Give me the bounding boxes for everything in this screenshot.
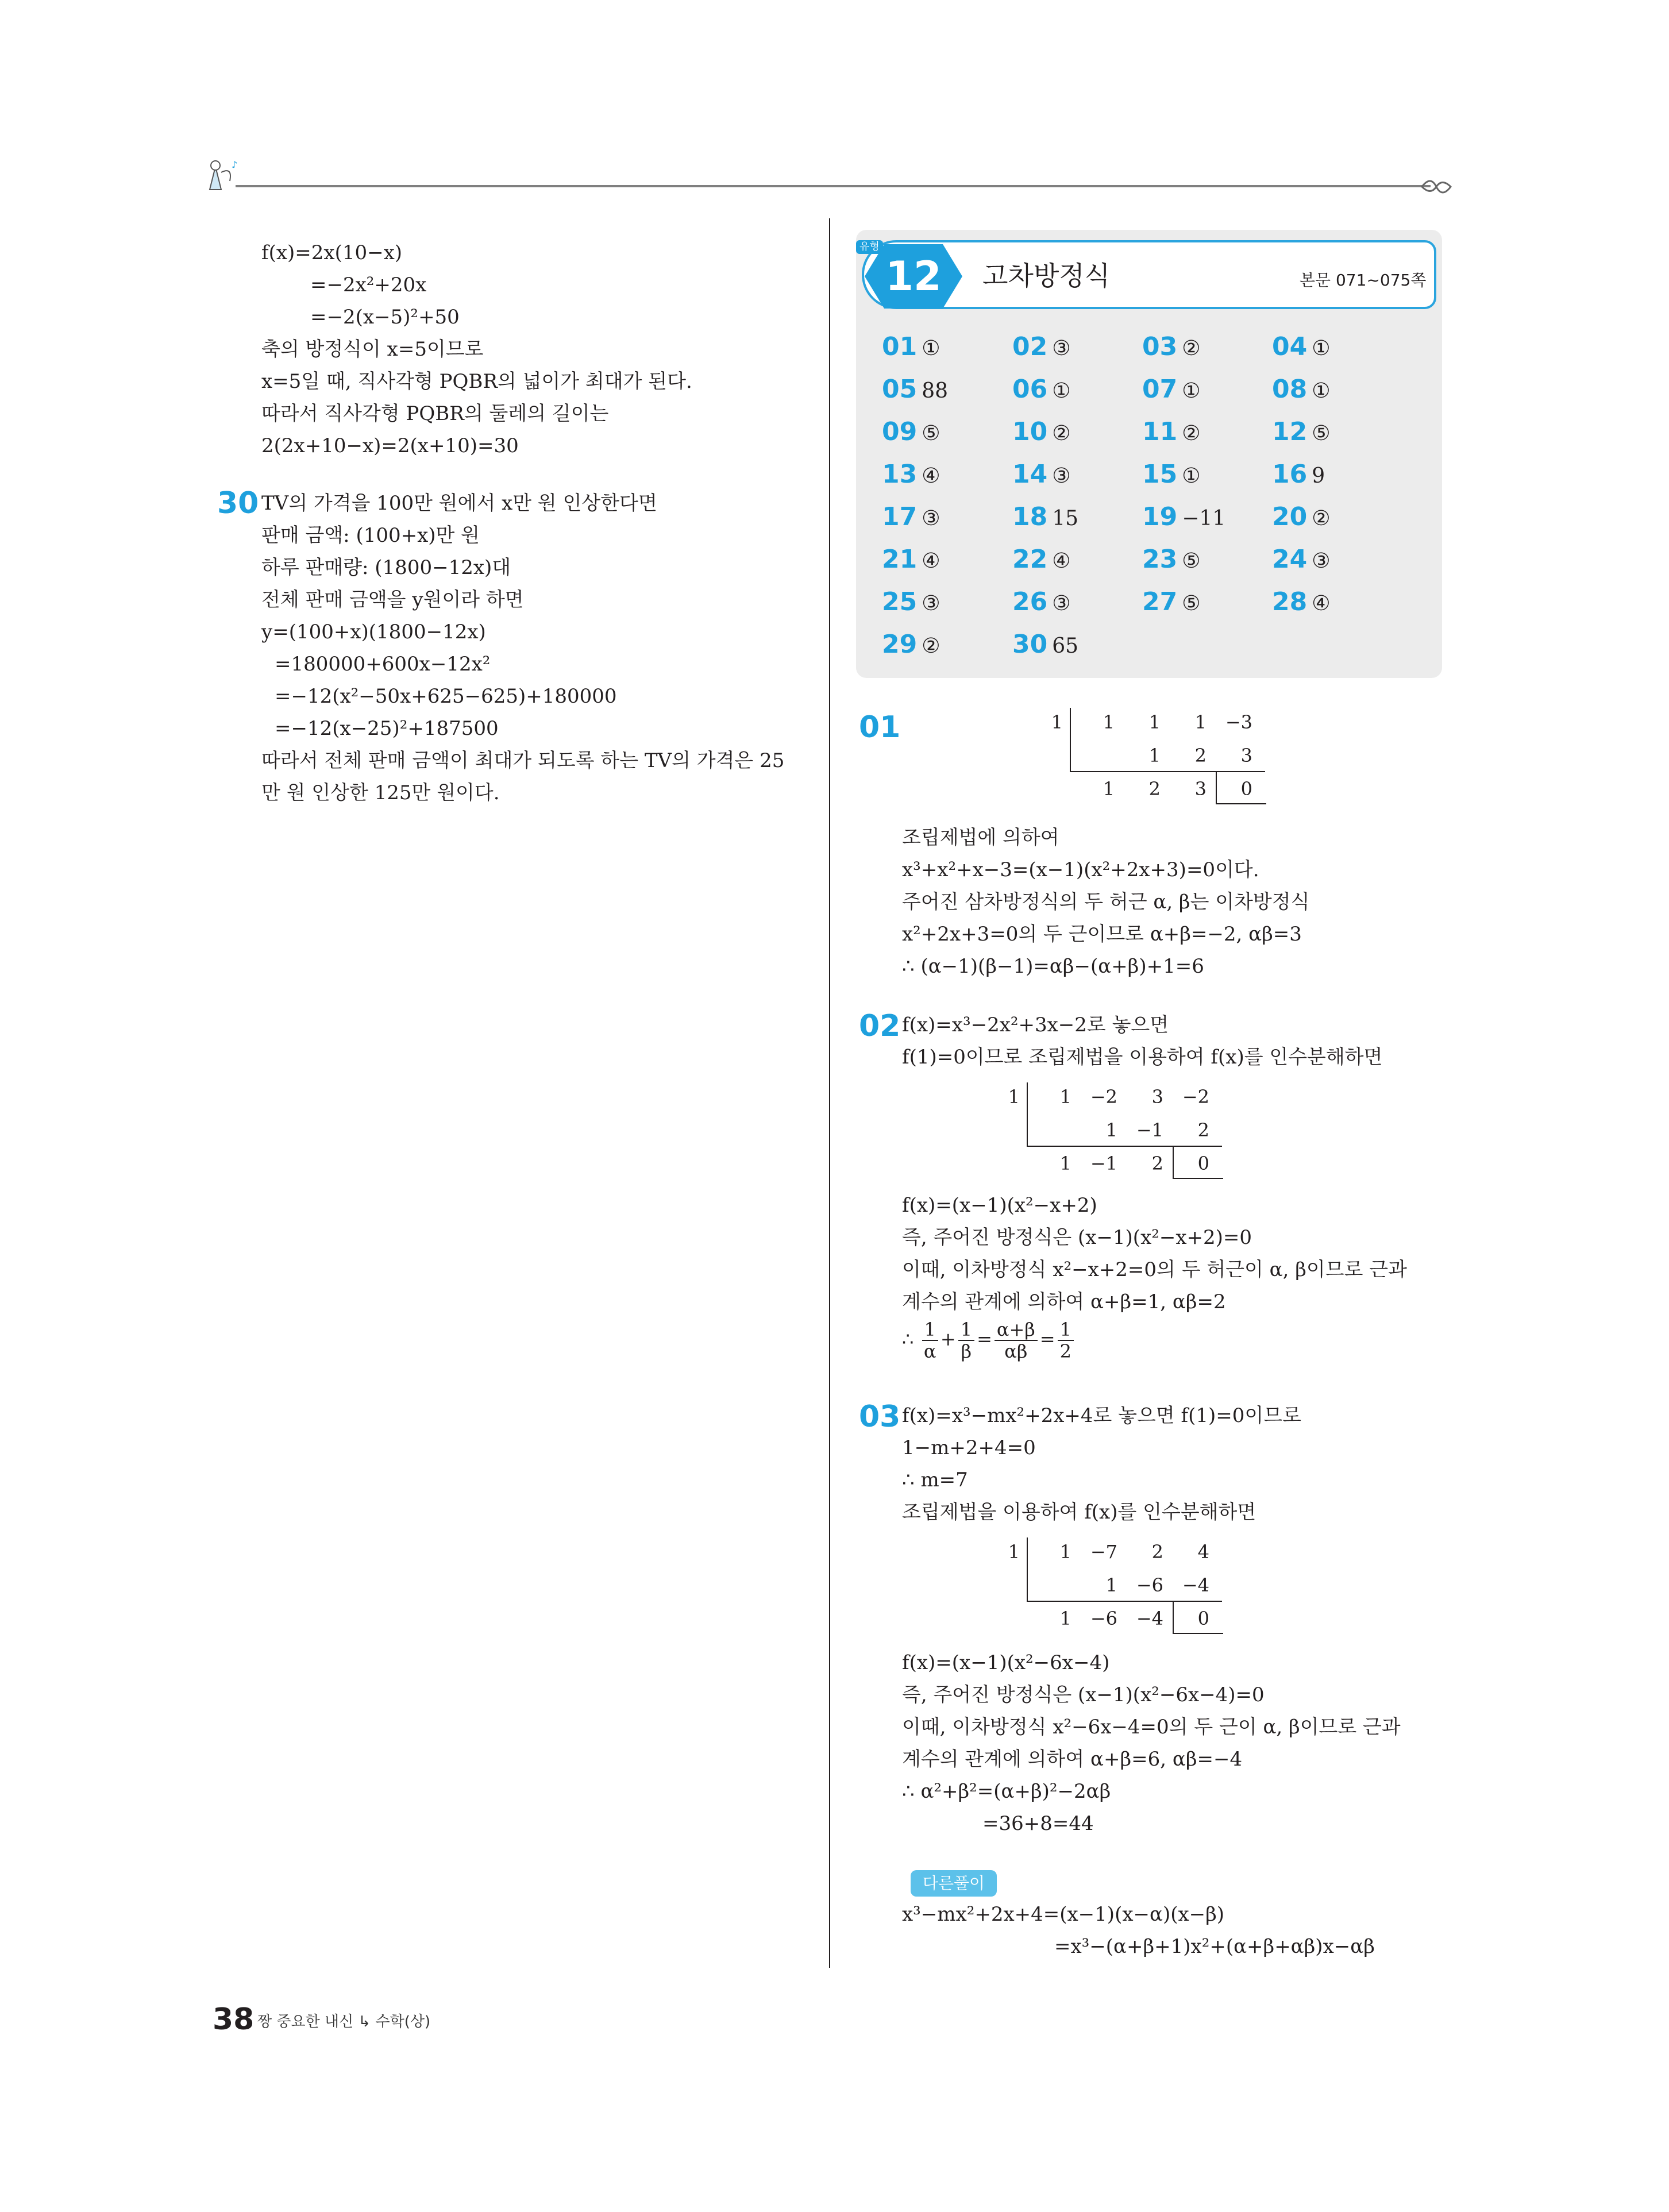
division-cell: 2 (1151, 1153, 1163, 1174)
division-cell: −6 (1090, 1608, 1117, 1629)
answer-number: 02 (1012, 332, 1048, 361)
answer-item (1142, 461, 1201, 490)
sol02-line-4: 즉, 주어진 방정식은 (x−1)(x²−x+2)=0 (902, 1226, 1252, 1249)
answer-item (1272, 333, 1331, 363)
answer-value: ① (1312, 379, 1331, 403)
answer-item (1142, 588, 1201, 618)
left-line-4: 축의 방정식이 x=5이므로 (261, 338, 484, 361)
answer-value: ③ (1052, 337, 1071, 360)
answer-item (1272, 503, 1331, 533)
left-line-7: 2(2x+10−x)=2(x+10)=30 (261, 434, 519, 457)
answer-number: 22 (1012, 545, 1048, 574)
answer-value: ③ (922, 592, 941, 615)
answer-number: 23 (1142, 545, 1178, 574)
division-cell: 4 (1197, 1541, 1209, 1563)
p30-line-6: =180000+600x−12x² (275, 653, 491, 676)
fraction-result: $\frac{1}{2}$ (1058, 1319, 1074, 1362)
division-cell: 1 (1103, 778, 1115, 800)
answer-number: 24 (1272, 545, 1308, 574)
division-vertical-line (1027, 1537, 1028, 1601)
therefore-symbol: ∴ (902, 1328, 914, 1350)
division-cell: −6 (1136, 1574, 1163, 1596)
answer-item (882, 588, 941, 618)
sol03-line-10: =36+8=44 (982, 1812, 1094, 1835)
division-cell: −1 (1090, 1153, 1117, 1174)
answer-item (1142, 503, 1225, 533)
alt-line-1: x³−mx²+2x+4=(x−1)(x−α)(x−β) (902, 1903, 1225, 1926)
sol03-line-1: f(x)=x³−mx²+2x+4로 놓으면 f(1)=0이므로 (902, 1404, 1301, 1427)
left-line-6: 따라서 직사각형 PQBR의 둘레의 길이는 (261, 402, 609, 425)
remainder-box (1173, 1602, 1223, 1634)
answer-value: ① (1312, 337, 1331, 360)
answer-value: ② (1052, 422, 1071, 445)
answer-item (1012, 333, 1071, 363)
division-cell: 0 (1197, 1608, 1209, 1629)
answer-item (1272, 461, 1325, 490)
answer-value: ④ (1312, 592, 1331, 615)
sol02-line-1: f(x)=x³−2x²+3x−2로 놓으면 (902, 1013, 1169, 1036)
sol03-line-6: 즉, 주어진 방정식은 (x−1)(x²−6x−4)=0 (902, 1683, 1265, 1706)
answer-number: 15 (1142, 460, 1178, 489)
p30-line-7: =−12(x²−50x+625−625)+180000 (275, 685, 617, 708)
sol01-line-3: 주어진 삼차방정식의 두 허근 α, β는 이차방정식 (902, 891, 1310, 914)
sol01-line-2: x³+x²+x−3=(x−1)(x²+2x+3)=0이다. (902, 858, 1259, 881)
answer-value: ① (922, 337, 941, 360)
division-root: 1 (1051, 711, 1063, 733)
left-line-5: x=5일 때, 직사각형 PQBR의 넓이가 최대가 된다. (261, 370, 692, 393)
sol02-line-6: 계수의 관계에 의하여 α+β=1, αβ=2 (902, 1290, 1226, 1313)
answer-item (1012, 588, 1071, 618)
answer-value: ④ (922, 549, 941, 573)
answer-value: ① (1182, 379, 1201, 403)
answer-value: ① (1182, 464, 1201, 488)
division-cell: 3 (1240, 745, 1252, 766)
sol03-line-4: 조립제법을 이용하여 f(x)를 인수분해하면 (902, 1501, 1256, 1524)
division-cell: 1 (1059, 1153, 1071, 1174)
answer-number: 16 (1272, 460, 1308, 489)
answer-number: 09 (882, 417, 918, 446)
division-cell: −2 (1182, 1086, 1209, 1108)
division-cell: 1 (1103, 711, 1115, 733)
sol02-line-3: f(x)=(x−1)(x²−x+2) (902, 1194, 1097, 1217)
answer-number: 29 (882, 630, 918, 659)
answer-value: ③ (1312, 549, 1331, 573)
header-rule (236, 185, 1431, 187)
answer-value: ④ (1052, 549, 1071, 573)
answer-number: 14 (1012, 460, 1048, 489)
answer-item (882, 461, 941, 490)
answer-number: 20 (1272, 502, 1308, 531)
division-root: 1 (1008, 1086, 1020, 1108)
answer-number: 17 (882, 502, 918, 531)
answer-number: 27 (1142, 587, 1178, 616)
answer-item (882, 418, 941, 448)
answer-value: ③ (1052, 592, 1071, 615)
sol03-line-7: 이때, 이차방정식 x²−6x−4=0의 두 근이 α, β이므로 근과 (902, 1716, 1401, 1739)
p30-line-3: 하루 판매량: (1800−12x)대 (261, 556, 511, 579)
answer-value: ③ (1052, 464, 1071, 488)
left-line-1: f(x)=2x(10−x) (261, 241, 403, 264)
page-number: 38 (213, 2002, 255, 2037)
remainder-box (1216, 772, 1266, 804)
answer-number: 21 (882, 545, 918, 574)
left-line-2: =−2x²+20x (310, 273, 427, 296)
solution-02-number: 02 (859, 1009, 901, 1043)
answer-number: 05 (882, 375, 918, 404)
sol02-line-5: 이때, 이차방정식 x²−x+2=0의 두 허근이 α, β이므로 근과 (902, 1258, 1407, 1281)
p30-line-9: 따라서 전체 판매 금액이 최대가 되도록 하는 TV의 가격은 25 (261, 749, 785, 772)
answer-item (1012, 461, 1071, 490)
answer-item (1142, 376, 1201, 405)
division-cell: 1 (1148, 711, 1161, 733)
division-cell: 1 (1059, 1541, 1071, 1563)
problem-30-number: 30 (217, 486, 259, 521)
answer-item (882, 376, 948, 405)
division-vertical-line (1070, 708, 1071, 771)
division-cell: 1 (1194, 711, 1207, 733)
answer-number: 08 (1272, 375, 1308, 404)
answer-number: 30 (1012, 630, 1048, 659)
answer-value: 65 (1052, 634, 1079, 658)
division-cell: 3 (1151, 1086, 1163, 1108)
left-line-3: =−2(x−5)²+50 (310, 306, 460, 329)
division-vertical-line (1027, 1082, 1028, 1146)
division-cell: 1 (1148, 745, 1161, 766)
answer-number: 06 (1012, 375, 1048, 404)
answer-item (882, 503, 941, 533)
sol01-line-1: 조립제법에 의하여 (902, 826, 1059, 849)
answer-number: 13 (882, 460, 918, 489)
fraction-1-over-alpha: $\frac{1}{\alpha}$ (922, 1319, 938, 1362)
answer-value: ② (1312, 507, 1331, 530)
answer-item (882, 631, 941, 660)
division-cell: 3 (1194, 778, 1207, 800)
fairy-icon (198, 155, 250, 195)
answer-value: ① (1052, 379, 1071, 403)
division-cell: −3 (1225, 711, 1252, 733)
alt-solution-badge: 다른풀이 (911, 1870, 997, 1897)
division-root: 1 (1008, 1541, 1020, 1563)
division-cell: 1 (1059, 1608, 1071, 1629)
answer-value: ⑤ (1182, 549, 1201, 573)
ribbon-icon (1419, 175, 1454, 198)
answer-number: 10 (1012, 417, 1048, 446)
remainder-box (1173, 1147, 1223, 1179)
division-cell: 2 (1197, 1119, 1209, 1141)
sol03-line-2: 1−m+2+4=0 (902, 1436, 1036, 1459)
answer-value: ⑤ (1182, 592, 1201, 615)
p30-line-2: 판매 금액: (100+x)만 원 (261, 524, 480, 547)
section-badge: 유형 (856, 240, 883, 254)
division-cell: −1 (1136, 1119, 1163, 1141)
fraction-sum-over-product: $\frac{\alpha+\beta}{\alpha\beta}$ (995, 1319, 1038, 1362)
sol01-line-5: ∴ (α−1)(β−1)=αβ−(α+β)+1=6 (902, 955, 1204, 978)
answer-number: 01 (882, 332, 918, 361)
sol03-line-3: ∴ m=7 (902, 1469, 968, 1492)
division-cell: −4 (1182, 1574, 1209, 1596)
sol03-line-9: ∴ α²+β²=(α+β)²−2αβ (902, 1780, 1111, 1803)
answer-item (1272, 546, 1331, 575)
section-number: 12 (885, 253, 942, 300)
answer-value: ② (922, 634, 941, 658)
column-divider (829, 218, 830, 1968)
answer-number: 12 (1272, 417, 1308, 446)
answer-number: 11 (1142, 417, 1178, 446)
answer-item (1272, 588, 1331, 618)
answer-value: 88 (922, 379, 949, 403)
p30-line-1: TV의 가격을 100만 원에서 x만 원 인상한다면 (261, 492, 657, 515)
answer-value: −11 (1182, 507, 1226, 530)
division-cell: 0 (1197, 1153, 1209, 1174)
answer-item (1142, 333, 1201, 363)
answer-item (882, 333, 941, 363)
division-cell: 0 (1240, 778, 1252, 800)
answer-item (1272, 376, 1331, 405)
answer-item (1012, 376, 1071, 405)
solution-03-number: 03 (859, 1400, 901, 1434)
sol02-line-2: f(1)=0이므로 조립제법을 이용하여 f(x)를 인수분해하면 (902, 1046, 1383, 1069)
division-cell: 2 (1194, 745, 1207, 766)
answer-value: ⑤ (1312, 422, 1331, 445)
p30-line-5: y=(100+x)(1800−12x) (261, 621, 486, 643)
division-cell: 1 (1105, 1119, 1117, 1141)
answer-number: 25 (882, 587, 918, 616)
answer-item (1012, 418, 1071, 448)
answer-number: 19 (1142, 502, 1178, 531)
section-pages: 본문 071~075쪽 (1300, 271, 1427, 290)
answer-value: 9 (1312, 464, 1325, 488)
answer-item (882, 546, 941, 575)
answer-item (1012, 503, 1078, 533)
answer-number: 07 (1142, 375, 1178, 404)
answer-item (1142, 546, 1201, 575)
answer-number: 04 (1272, 332, 1308, 361)
answer-value: ② (1182, 337, 1201, 360)
sol01-line-4: x²+2x+3=0의 두 근이므로 α+β=−2, αβ=3 (902, 923, 1302, 946)
division-cell: −2 (1090, 1086, 1117, 1108)
answer-item (1012, 631, 1078, 660)
svg-text:♪: ♪ (232, 159, 238, 170)
section-title: 고차방정식 (982, 260, 1111, 291)
division-cell: 2 (1148, 778, 1161, 800)
p30-line-4: 전체 판매 금액을 y원이라 하면 (261, 588, 524, 611)
fraction-1-over-beta: $\frac{1}{\beta}$ (958, 1319, 974, 1362)
division-cell: −7 (1090, 1541, 1117, 1563)
answer-number: 18 (1012, 502, 1048, 531)
alt-line-2: =x³−(α+β+1)x²+(α+β+αβ)x−αβ (1054, 1935, 1375, 1958)
book-title: 짱 중요한 내신 ↳ 수학(상) (257, 2013, 431, 2030)
answer-value: 15 (1052, 507, 1079, 530)
answer-value: ② (1182, 422, 1201, 445)
p30-line-8: =−12(x−25)²+187500 (275, 717, 499, 740)
answer-number: 03 (1142, 332, 1178, 361)
answer-number: 28 (1272, 587, 1308, 616)
division-cell: −4 (1136, 1608, 1163, 1629)
sol02-final: ∴ $\frac{1}{\alpha}$ + $\frac{1}{\beta}$ = $\frac{\alpha+\beta}{\alpha\beta}$ = $\frac{1}{2}$ (902, 1319, 1076, 1362)
answer-value: ③ (922, 507, 941, 530)
sol03-line-5: f(x)=(x−1)(x²−6x−4) (902, 1651, 1110, 1674)
answer-item (1012, 546, 1071, 575)
answer-item (1142, 418, 1201, 448)
solution-01-number: 01 (859, 710, 901, 745)
division-cell: 1 (1105, 1574, 1117, 1596)
division-cell: 1 (1059, 1086, 1071, 1108)
answer-value: ⑤ (922, 422, 941, 445)
answer-number: 26 (1012, 587, 1048, 616)
division-cell: 2 (1151, 1541, 1163, 1563)
answer-item (1272, 418, 1331, 448)
answer-value: ④ (922, 464, 941, 488)
sol03-line-8: 계수의 관계에 의하여 α+β=6, αβ=−4 (902, 1748, 1243, 1771)
p30-line-10: 만 원 인상한 125만 원이다. (261, 781, 500, 804)
